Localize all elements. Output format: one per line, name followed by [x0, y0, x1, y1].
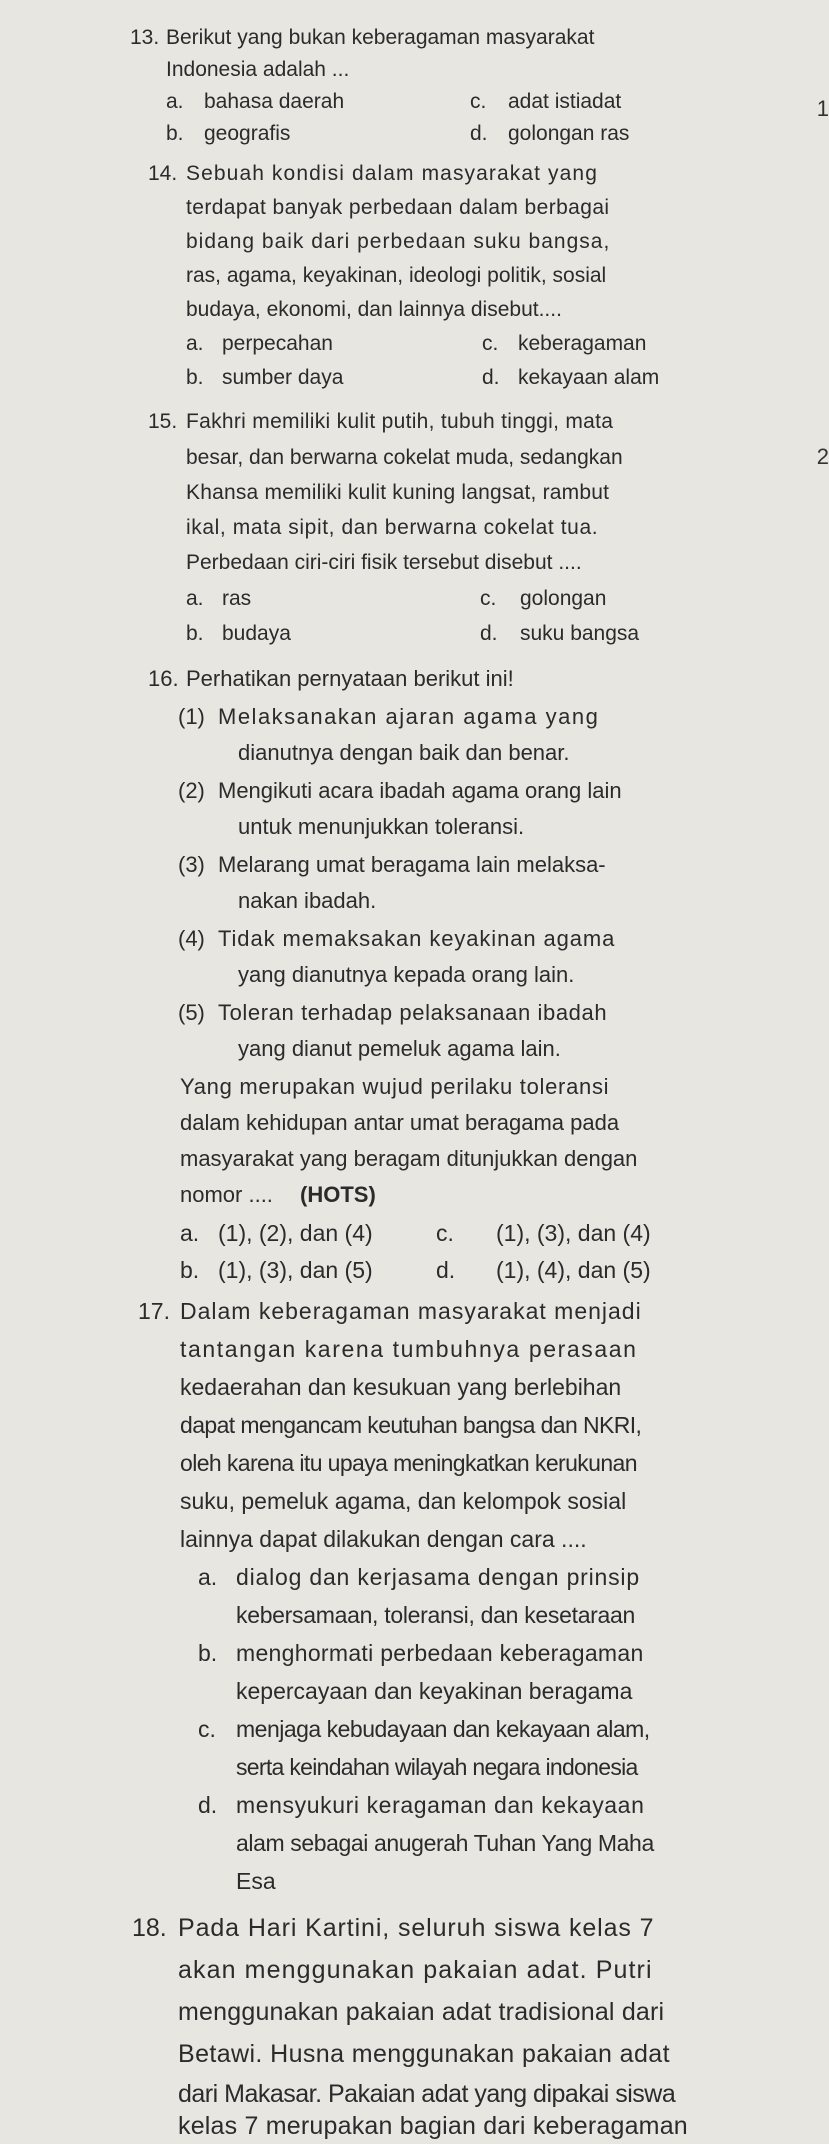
- question-text: terdapat banyak perbedaan dalam berbagai: [186, 196, 610, 219]
- statement-text: yang dianut pemeluk agama lain.: [238, 1036, 561, 1061]
- hots-tag: (HOTS): [300, 1182, 376, 1207]
- edge-mark: 2: [816, 444, 829, 469]
- question-text: kelas 7 merupakan bagian dari keberagaman: [178, 2112, 688, 2140]
- question-text: oleh karena itu upaya meningkatkan kerukunan: [180, 1450, 637, 1476]
- question-intro: Perhatikan pernyataan berikut ini!: [186, 666, 514, 691]
- question-text: nomor ....: [180, 1182, 273, 1207]
- statement-text: nakan ibadah.: [238, 888, 377, 913]
- question-text: masyarakat yang beragam ditunjukkan dengan: [180, 1146, 638, 1171]
- option-letter: a.: [186, 587, 204, 610]
- statement-text: Melarang umat beragama lain melaksa-: [218, 852, 606, 877]
- statement-text: yang dianutnya kepada orang lain.: [238, 962, 575, 987]
- option-text: ras: [222, 587, 252, 610]
- question-text: menggunakan pakaian adat tradisional dari: [178, 1998, 665, 2026]
- option-letter: d.: [198, 1792, 218, 1818]
- option-text: (1), (3), dan (5): [218, 1257, 373, 1283]
- option-text: golongan: [520, 587, 607, 610]
- option-text: (1), (2), dan (4): [218, 1220, 373, 1246]
- option-letter: c.: [470, 90, 487, 113]
- edge-mark: 1: [816, 96, 829, 121]
- option-text: budaya: [222, 622, 291, 645]
- option-text: kebersamaan, toleransi, dan kesetaraan: [236, 1602, 636, 1628]
- question-text: Fakhri memiliki kulit putih, tubuh tinggi, mata: [186, 410, 614, 433]
- question-number: 18.: [132, 1914, 167, 1942]
- option-text: keberagaman: [518, 332, 647, 355]
- question-number: 14.: [148, 162, 178, 185]
- statement-number: (1): [178, 704, 205, 729]
- question-text: Pada Hari Kartini, seluruh siswa kelas 7: [178, 1914, 655, 1942]
- question-text: ras, agama, keyakinan, ideologi politik, sosial: [186, 264, 607, 287]
- option-letter: b.: [186, 622, 204, 645]
- option-letter: b.: [198, 1640, 218, 1666]
- option-text: menghormati perbedaan keberagaman: [236, 1640, 644, 1666]
- option-text: perpecahan: [222, 332, 333, 355]
- option-text: dialog dan kerjasama dengan prinsip: [236, 1564, 640, 1590]
- statement-text: Tidak memaksakan keyakinan agama: [218, 926, 616, 951]
- option-letter: c.: [480, 587, 497, 610]
- option-text: kekayaan alam: [518, 366, 660, 389]
- question-text: kedaerahan dan kesukuan yang berlebihan: [180, 1374, 622, 1400]
- option-text: Esa: [236, 1868, 276, 1894]
- option-letter: c.: [198, 1716, 216, 1742]
- option-text: sumber daya: [222, 366, 344, 389]
- option-letter: d.: [482, 366, 500, 389]
- statement-text: dianutnya dengan baik dan benar.: [238, 740, 570, 765]
- question-text: budaya, ekonomi, dan lainnya disebut....: [186, 298, 562, 321]
- question-text: dalam kehidupan antar umat beragama pada: [180, 1110, 620, 1135]
- question-text: tantangan karena tumbuhnya perasaan: [180, 1336, 638, 1362]
- option-text: suku bangsa: [520, 622, 640, 645]
- option-letter: d.: [470, 122, 488, 145]
- question-number: 15.: [148, 410, 178, 433]
- option-letter: a.: [198, 1564, 218, 1590]
- question-text: bidang baik dari perbedaan suku bangsa,: [186, 230, 611, 253]
- option-letter: a.: [166, 90, 184, 113]
- question-text: Betawi. Husna menggunakan pakaian adat: [178, 2040, 670, 2068]
- statement-text: untuk menunjukkan toleransi.: [238, 814, 525, 839]
- question-text: Yang merupakan wujud perilaku toleransi: [180, 1074, 610, 1099]
- option-letter: c.: [436, 1220, 454, 1246]
- statement-text: Mengikuti acara ibadah agama orang lain: [218, 778, 622, 803]
- question-text: lainnya dapat dilakukan dengan cara ....: [180, 1526, 587, 1552]
- question-text: Sebuah kondisi dalam masyarakat yang: [186, 162, 598, 185]
- question-text: besar, dan berwarna cokelat muda, sedangkan: [186, 446, 623, 469]
- option-text: adat istiadat: [508, 90, 622, 113]
- statement-number: (3): [178, 852, 205, 877]
- option-letter: a.: [186, 332, 204, 355]
- option-letter: d.: [480, 622, 498, 645]
- question-text: Berikut yang bukan keberagaman masyarakat: [166, 26, 595, 49]
- option-text: kepercayaan dan keyakinan beragama: [236, 1678, 633, 1704]
- question-text: dapat mengancam keutuhan bangsa dan NKRI,: [180, 1412, 642, 1438]
- option-text: bahasa daerah: [204, 90, 345, 113]
- statement-text: Toleran terhadap pelaksanaan ibadah: [218, 1000, 608, 1025]
- option-text: mensyukuri keragaman dan kekayaan: [236, 1792, 645, 1818]
- option-letter: d.: [436, 1257, 456, 1283]
- statement-number: (4): [178, 926, 205, 951]
- option-letter: c.: [482, 332, 499, 355]
- question-text: Khansa memiliki kulit kuning langsat, rambut: [186, 481, 610, 504]
- question-text: Perbedaan ciri-ciri fisik tersebut disebut ....: [186, 551, 582, 574]
- option-letter: a.: [180, 1220, 200, 1246]
- question-text: Indonesia adalah ...: [166, 58, 350, 81]
- option-text: (1), (3), dan (4): [496, 1220, 651, 1246]
- option-text: golongan ras: [508, 122, 630, 145]
- option-text: alam sebagai anugerah Tuhan Yang Maha: [236, 1830, 654, 1856]
- question-number: 16.: [148, 666, 179, 691]
- option-text: (1), (4), dan (5): [496, 1257, 651, 1283]
- option-letter: b.: [166, 122, 184, 145]
- option-text: serta keindahan wilayah negara indonesia: [236, 1754, 638, 1780]
- option-text: geografis: [204, 122, 291, 145]
- question-text: Dalam keberagaman masyarakat menjadi: [180, 1298, 642, 1324]
- option-letter: b.: [180, 1257, 200, 1283]
- question-text: suku, pemeluk agama, dan kelompok sosial: [180, 1488, 627, 1514]
- option-letter: b.: [186, 366, 204, 389]
- statement-text: Melaksanakan ajaran agama yang: [218, 704, 600, 729]
- option-text: menjaga kebudayaan dan kekayaan alam,: [236, 1716, 650, 1742]
- question-text: ikal, mata sipit, dan berwarna cokelat tua.: [186, 516, 599, 539]
- question-number: 17.: [138, 1298, 170, 1324]
- statement-number: (2): [178, 778, 205, 803]
- question-text: akan menggunakan pakaian adat. Putri: [178, 1956, 653, 1984]
- question-number: 13.: [130, 26, 160, 49]
- statement-number: (5): [178, 1000, 205, 1025]
- question-text: dari Makasar. Pakaian adat yang dipakai siswa: [178, 2080, 676, 2108]
